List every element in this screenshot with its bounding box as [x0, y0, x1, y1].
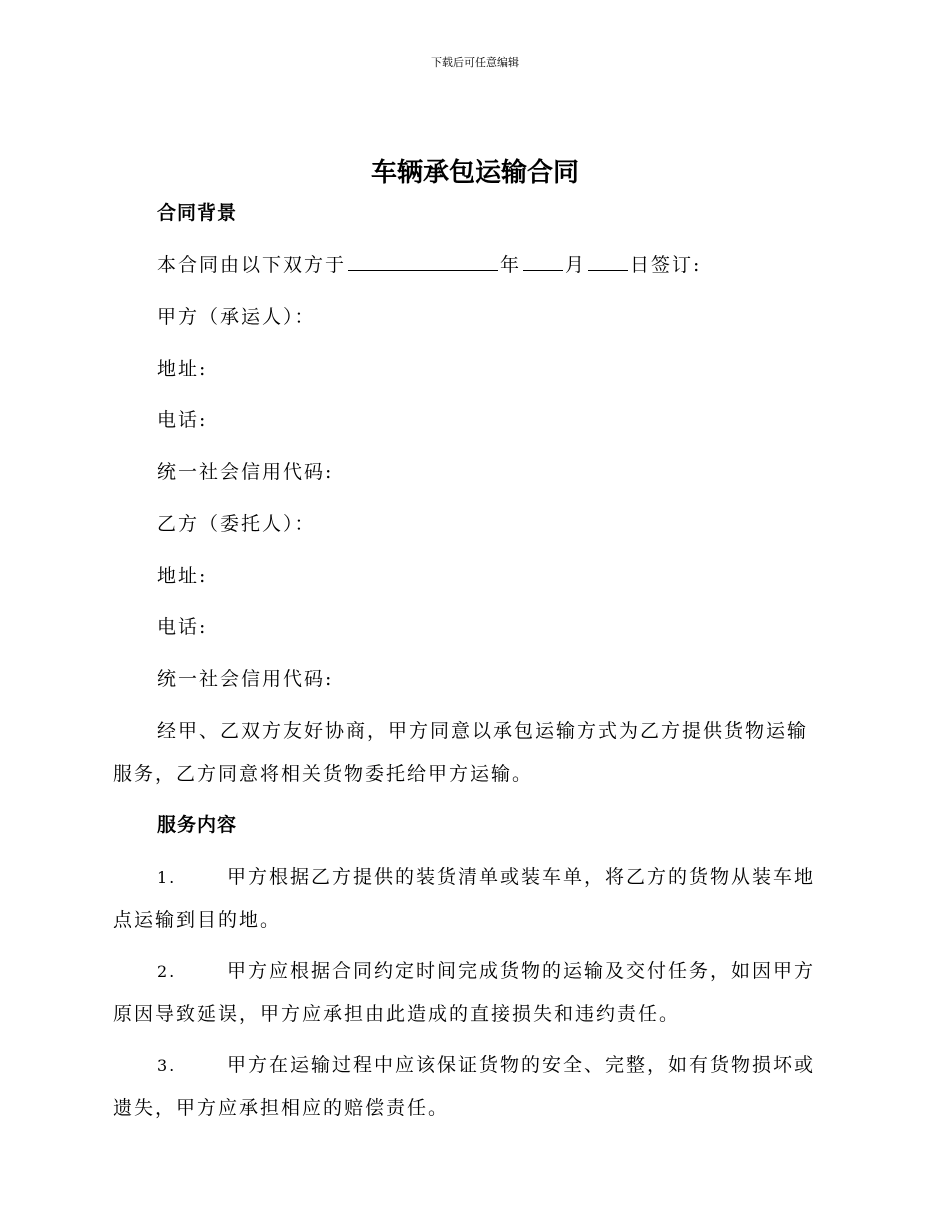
document-title: 车辆承包运输合同: [370, 158, 579, 188]
service-item-number: 3.: [157, 1056, 177, 1075]
day-suffix: 日签订:: [630, 254, 702, 276]
service-item-text: 甲方根据乙方提供的装货清单或装车单，将乙方的货物从装车地: [227, 866, 816, 888]
section-heading-services: 服务内容: [157, 814, 238, 836]
service-item-1-line2: 点运输到目的地。: [113, 909, 282, 931]
service-item-2-line1: [157, 956, 815, 983]
service-item-number: 2.: [157, 962, 177, 981]
party-b-phone-label: 电话:: [157, 616, 208, 638]
party-b-credit-code-label: 统一社会信用代码:: [157, 668, 334, 690]
party-b-label: 乙方（委托人）：: [157, 513, 316, 535]
date-blank-field[interactable]: [348, 252, 498, 271]
party-b-address-label: 地址:: [157, 565, 208, 587]
agreement-paragraph-line2: 服务，乙方同意将相关货物委托给甲方运输。: [113, 763, 534, 785]
day-blank-field[interactable]: [588, 252, 628, 271]
header-note: 下载后可任意编辑: [431, 56, 519, 69]
service-item-2-line2: 原因导致延误，甲方应承担由此造成的直接损失和违约责任。: [113, 1003, 681, 1025]
party-a-phone-label: 电话:: [157, 409, 208, 431]
service-item-3-line2: 遗失，甲方应承担相应的赔偿责任。: [113, 1097, 450, 1119]
party-a-address-label: 地址:: [157, 358, 208, 380]
service-item-3-line1: [157, 1050, 815, 1077]
service-item-1-line1: [157, 862, 815, 889]
service-item-number: 1.: [157, 868, 177, 887]
month-blank-field[interactable]: [523, 252, 563, 271]
service-item-text: 甲方在运输过程中应该保证货物的安全、完整，如有货物损坏或: [227, 1054, 816, 1076]
signing-date-line: [157, 250, 701, 277]
party-a-label: 甲方（承运人）：: [157, 306, 316, 328]
party-a-credit-code-label: 统一社会信用代码:: [157, 461, 334, 483]
section-heading-background: 合同背景: [157, 202, 238, 224]
month-label: 月: [565, 254, 587, 276]
signing-prefix: 本合同由以下双方于: [157, 254, 347, 276]
year-label: 年: [500, 254, 522, 276]
agreement-paragraph-line1: 经甲、乙双方友好协商，甲方同意以承包运输方式为乙方提供货物运输: [157, 720, 809, 742]
service-item-text: 甲方应根据合同约定时间完成货物的运输及交付任务，如因甲方: [227, 960, 816, 982]
